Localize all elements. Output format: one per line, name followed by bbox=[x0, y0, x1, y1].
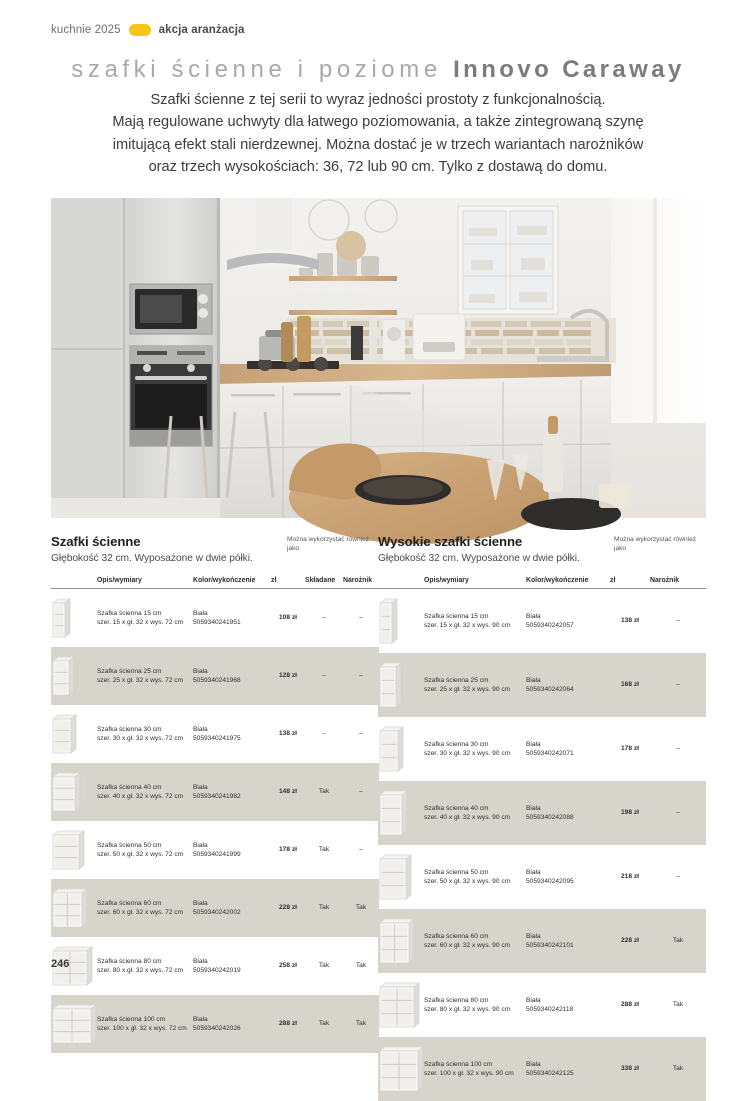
cell-description bbox=[97, 647, 193, 705]
product-dimensions: szer. 60 x gł. 32 x wys. 90 cm bbox=[424, 942, 510, 949]
promo-label: akcja aranżacja bbox=[159, 24, 245, 36]
table-row[interactable] bbox=[378, 973, 706, 1037]
cell-description bbox=[97, 937, 193, 995]
cell-color bbox=[193, 647, 271, 705]
cell-corner: – bbox=[650, 781, 706, 845]
col-corner: Narożnik bbox=[343, 577, 379, 589]
cell-thumbnail bbox=[51, 647, 97, 705]
product-gtin: 5059340241982 bbox=[193, 792, 271, 801]
product-color: Biała bbox=[526, 869, 541, 876]
table-row[interactable] bbox=[51, 589, 379, 648]
intro-line-2: Mają regulowane uchwyty dla łatwego poziomowania, a także zintegrowaną szynę bbox=[60, 111, 696, 133]
product-thumbnail-icon bbox=[51, 771, 82, 813]
product-dimensions: szer. 15 x gł. 32 x wys. 72 cm bbox=[97, 619, 183, 626]
col-color: Kolor/wykończenie bbox=[526, 577, 610, 589]
product-dimensions: szer. 15 x gł. 32 x wys. 90 cm bbox=[424, 622, 510, 629]
product-dimensions: szer. 40 x gł. 32 x wys. 72 cm bbox=[97, 793, 183, 800]
cell-price: 338 zł bbox=[610, 1037, 650, 1101]
product-color: Biała bbox=[193, 784, 208, 791]
cell-price: 178 zł bbox=[610, 717, 650, 781]
block-title: Wysokie szafki ścienne bbox=[378, 534, 706, 549]
cell-corner: Tak bbox=[343, 879, 379, 937]
product-thumbnail-icon bbox=[51, 829, 86, 871]
cell-thumbnail bbox=[378, 973, 424, 1037]
cell-thumbnail bbox=[378, 845, 424, 909]
product-gtin: 5059340242101 bbox=[526, 941, 610, 950]
product-dimensions: szer. 50 x gł. 32 x wys. 90 cm bbox=[424, 878, 510, 885]
product-color: Biała bbox=[193, 668, 208, 675]
product-color: Biała bbox=[526, 677, 541, 684]
catalog-name: kuchnie 2025 bbox=[51, 24, 121, 36]
product-gtin: 5059340242064 bbox=[526, 685, 610, 694]
product-name: Szafka ścienna 40 cm bbox=[424, 805, 489, 812]
product-dimensions: szer. 60 x gł. 32 x wys. 72 cm bbox=[97, 909, 183, 916]
product-gtin: 5059340241968 bbox=[193, 676, 271, 685]
running-head bbox=[51, 24, 245, 36]
product-color: Biała bbox=[193, 958, 208, 965]
cell-thumbnail bbox=[378, 781, 424, 845]
table-body bbox=[378, 589, 706, 1101]
cell-price: 198 zł bbox=[610, 781, 650, 845]
cell-folding: Tak bbox=[305, 821, 343, 879]
cell-corner: Tak bbox=[650, 1037, 706, 1101]
product-gtin: 5059340241999 bbox=[193, 850, 271, 859]
product-name: Szafka ścienna 30 cm bbox=[97, 726, 162, 733]
product-dimensions: szer. 25 x gł. 32 x wys. 90 cm bbox=[424, 686, 510, 693]
product-dimensions: szer. 100 x gł. 32 x wys. 90 cm bbox=[424, 1070, 514, 1077]
product-dimensions: szer. 40 x gł. 32 x wys. 90 cm bbox=[424, 814, 510, 821]
cell-thumbnail bbox=[378, 1037, 424, 1101]
product-name: Szafka ścienna 80 cm bbox=[424, 997, 489, 1004]
product-gtin: 5059340242057 bbox=[526, 621, 610, 630]
cell-color bbox=[526, 717, 610, 781]
page-title-brand: Innovo Caraway bbox=[453, 56, 685, 83]
cell-description bbox=[97, 705, 193, 763]
product-name: Szafka ścienna 60 cm bbox=[424, 933, 489, 940]
product-dimensions: szer. 30 x gł. 32 x wys. 72 cm bbox=[97, 735, 183, 742]
intro-line-1: Szafki ścienne z tej serii to wyraz jedności prostoty z funkcjonalnością. bbox=[60, 89, 696, 111]
cell-folding: Tak bbox=[305, 937, 343, 995]
product-dimensions: szer. 25 x gł. 32 x wys. 72 cm bbox=[97, 677, 183, 684]
page-title-prefix: szafki ścienne i poziome bbox=[71, 56, 442, 83]
product-table-tall-wall-cabinets bbox=[378, 577, 706, 1101]
product-color: Biała bbox=[526, 613, 541, 620]
product-gtin: 5059340242125 bbox=[526, 1069, 610, 1078]
page-title bbox=[0, 56, 756, 84]
block-subtitle: Głębokość 32 cm. Wyposażone w dwie półki. bbox=[51, 553, 379, 564]
table-header-row bbox=[378, 577, 706, 589]
cell-folding: Tak bbox=[305, 879, 343, 937]
cell-corner: Tak bbox=[650, 973, 706, 1037]
product-gtin: 5059340242026 bbox=[193, 1024, 271, 1033]
cell-price: 258 zł bbox=[271, 937, 305, 995]
cell-price: 138 zł bbox=[271, 705, 305, 763]
col-thumb bbox=[378, 577, 424, 589]
cell-description bbox=[424, 781, 526, 845]
table-row[interactable] bbox=[378, 589, 706, 654]
cell-description bbox=[97, 995, 193, 1053]
product-color: Biała bbox=[193, 900, 208, 907]
cell-color bbox=[193, 821, 271, 879]
product-gtin: 5059340242095 bbox=[526, 877, 610, 886]
intro-line-3: imitującą efekt stali nierdzewnej. Można dostać je w trzech wariantach narożników bbox=[60, 134, 696, 156]
product-name: Szafka ścienna 100 cm bbox=[97, 1016, 165, 1023]
product-gtin: 5059340242118 bbox=[526, 1005, 610, 1014]
page-number: 246 bbox=[51, 958, 69, 970]
cell-description bbox=[97, 821, 193, 879]
cell-price: 288 zł bbox=[271, 995, 305, 1053]
table-row[interactable] bbox=[51, 937, 379, 995]
cell-description bbox=[424, 909, 526, 973]
product-thumbnail-icon bbox=[378, 789, 409, 837]
cell-color bbox=[526, 653, 610, 717]
product-thumbnail-icon bbox=[51, 887, 89, 929]
table-row[interactable] bbox=[51, 995, 379, 1053]
cell-thumbnail bbox=[51, 821, 97, 879]
table-row[interactable] bbox=[378, 909, 706, 973]
product-name: Szafka ścienna 80 cm bbox=[97, 958, 162, 965]
cell-corner: – bbox=[343, 589, 379, 648]
product-block-tall-wall-cabinets bbox=[378, 534, 706, 1101]
product-name: Szafka ścienna 15 cm bbox=[424, 613, 489, 620]
block-subtitle: Głębokość 32 cm. Wyposażone w dwie półki. bbox=[378, 553, 706, 564]
block-title: Szafki ścienne bbox=[51, 534, 379, 549]
intro-paragraph bbox=[60, 89, 696, 179]
cell-corner: – bbox=[343, 821, 379, 879]
product-thumbnail-icon bbox=[378, 1045, 425, 1093]
cell-corner: – bbox=[650, 845, 706, 909]
cell-description bbox=[424, 845, 526, 909]
cell-thumbnail bbox=[51, 995, 97, 1053]
cell-price: 128 zł bbox=[271, 647, 305, 705]
cell-price: 148 zł bbox=[271, 763, 305, 821]
cell-folding: – bbox=[305, 589, 343, 648]
cell-thumbnail bbox=[51, 705, 97, 763]
product-thumbnail-icon bbox=[51, 713, 78, 755]
product-color: Biała bbox=[193, 842, 208, 849]
col-price: zł bbox=[271, 577, 305, 589]
product-gtin: 5059340242071 bbox=[526, 749, 610, 758]
cell-price: 288 zł bbox=[610, 973, 650, 1037]
product-thumbnail-icon bbox=[378, 853, 413, 901]
cell-thumbnail bbox=[378, 653, 424, 717]
product-color: Biała bbox=[193, 610, 208, 617]
col-price: zł bbox=[610, 577, 650, 589]
product-gtin: 5059340241951 bbox=[193, 618, 271, 627]
col-thumb bbox=[51, 577, 97, 589]
cell-thumbnail bbox=[378, 589, 424, 654]
product-table-wall-cabinets bbox=[51, 577, 379, 1053]
product-color: Biała bbox=[193, 726, 208, 733]
cell-thumbnail bbox=[378, 717, 424, 781]
table-header-row bbox=[51, 577, 379, 589]
cell-color bbox=[193, 705, 271, 763]
cell-folding: Tak bbox=[305, 763, 343, 821]
cell-description bbox=[424, 717, 526, 781]
hero-kitchen-photo bbox=[51, 198, 706, 518]
cell-color bbox=[193, 589, 271, 648]
cell-description bbox=[97, 763, 193, 821]
col-desc: Opis/wymiary bbox=[97, 577, 193, 589]
hero-illustration bbox=[51, 198, 706, 518]
product-color: Biała bbox=[193, 1016, 208, 1023]
cell-price: 168 zł bbox=[610, 653, 650, 717]
table-row[interactable] bbox=[51, 821, 379, 879]
product-color: Biała bbox=[526, 1061, 541, 1068]
col-folding: Składane bbox=[305, 577, 343, 589]
table-row[interactable] bbox=[51, 647, 379, 705]
product-dimensions: szer. 80 x gł. 32 x wys. 90 cm bbox=[424, 1006, 510, 1013]
cell-thumbnail bbox=[378, 909, 424, 973]
cell-price: 228 zł bbox=[271, 879, 305, 937]
product-name: Szafka ścienna 15 cm bbox=[97, 610, 162, 617]
product-thumbnail-icon bbox=[51, 597, 72, 639]
cell-thumbnail bbox=[51, 879, 97, 937]
product-name: Szafka ścienna 25 cm bbox=[424, 677, 489, 684]
product-block-wall-cabinets bbox=[51, 534, 379, 1053]
cell-corner: – bbox=[650, 653, 706, 717]
cell-price: 218 zł bbox=[610, 845, 650, 909]
product-color: Biała bbox=[526, 997, 541, 1004]
table-row[interactable] bbox=[51, 705, 379, 763]
product-name: Szafka ścienna 50 cm bbox=[424, 869, 489, 876]
product-gtin: 5059340241975 bbox=[193, 734, 271, 743]
cell-description bbox=[424, 973, 526, 1037]
cell-price: 108 zł bbox=[271, 589, 305, 648]
cell-color bbox=[526, 1037, 610, 1101]
cell-price: 138 zł bbox=[610, 589, 650, 654]
cell-color bbox=[526, 845, 610, 909]
cell-corner: – bbox=[343, 763, 379, 821]
cell-corner: Tak bbox=[343, 937, 379, 995]
cell-color bbox=[193, 937, 271, 995]
cell-thumbnail bbox=[51, 589, 97, 648]
product-gtin: 5059340242088 bbox=[526, 813, 610, 822]
cell-description bbox=[424, 653, 526, 717]
cell-description bbox=[424, 1037, 526, 1101]
product-name: Szafka ścienna 40 cm bbox=[97, 784, 162, 791]
product-thumbnail-icon bbox=[378, 661, 403, 709]
product-name: Szafka ścienna 60 cm bbox=[97, 900, 162, 907]
product-dimensions: szer. 30 x gł. 32 x wys. 90 cm bbox=[424, 750, 510, 757]
product-thumbnail-icon bbox=[378, 725, 405, 773]
cell-corner: – bbox=[343, 647, 379, 705]
cell-description bbox=[424, 589, 526, 654]
col-corner: Narożnik bbox=[650, 577, 706, 589]
col-desc: Opis/wymiary bbox=[424, 577, 526, 589]
product-color: Biała bbox=[526, 741, 541, 748]
cell-color bbox=[193, 879, 271, 937]
cell-color bbox=[526, 909, 610, 973]
product-dimensions: szer. 80 x gł. 32 x wys. 72 cm bbox=[97, 967, 183, 974]
cell-corner: – bbox=[650, 589, 706, 654]
cell-price: 178 zł bbox=[271, 821, 305, 879]
promo-badge-icon bbox=[129, 24, 151, 36]
block-usage-note: Można wykorzystać również jako bbox=[287, 536, 379, 553]
product-color: Biała bbox=[526, 805, 541, 812]
cell-color bbox=[526, 781, 610, 845]
cell-corner: Tak bbox=[343, 995, 379, 1053]
block-usage-note: Można wykorzystać również jako bbox=[614, 536, 706, 553]
product-thumbnail-icon bbox=[378, 981, 421, 1029]
table-row[interactable] bbox=[378, 781, 706, 845]
table-row[interactable] bbox=[378, 845, 706, 909]
cell-description bbox=[97, 879, 193, 937]
product-thumbnail-icon bbox=[51, 1003, 98, 1045]
cell-corner: Tak bbox=[650, 909, 706, 973]
table-row[interactable] bbox=[51, 879, 379, 937]
product-thumbnail-icon bbox=[378, 597, 399, 645]
cell-color bbox=[193, 763, 271, 821]
cell-color bbox=[526, 973, 610, 1037]
cell-folding: – bbox=[305, 705, 343, 763]
cell-folding: – bbox=[305, 647, 343, 705]
table-row[interactable] bbox=[51, 763, 379, 821]
cell-corner: – bbox=[650, 717, 706, 781]
product-thumbnail-icon bbox=[51, 655, 76, 697]
product-gtin: 5059340242019 bbox=[193, 966, 271, 975]
product-dimensions: szer. 100 x gł. 32 x wys. 72 cm bbox=[97, 1025, 187, 1032]
cell-price: 228 zł bbox=[610, 909, 650, 973]
product-name: Szafka ścienna 100 cm bbox=[424, 1061, 492, 1068]
col-color: Kolor/wykończenie bbox=[193, 577, 271, 589]
product-name: Szafka ścienna 25 cm bbox=[97, 668, 162, 675]
cell-color bbox=[193, 995, 271, 1053]
product-color: Biała bbox=[526, 933, 541, 940]
cell-corner: – bbox=[343, 705, 379, 763]
cell-folding: Tak bbox=[305, 995, 343, 1053]
table-row[interactable] bbox=[378, 1037, 706, 1101]
table-body bbox=[51, 589, 379, 1054]
product-thumbnail-icon bbox=[378, 917, 416, 965]
intro-line-4: oraz trzech wysokościach: 36, 72 lub 90 cm. Tylko z dostawą do domu. bbox=[60, 156, 696, 178]
cell-thumbnail bbox=[51, 763, 97, 821]
product-name: Szafka ścienna 50 cm bbox=[97, 842, 162, 849]
product-gtin: 5059340242002 bbox=[193, 908, 271, 917]
product-name: Szafka ścienna 30 cm bbox=[424, 741, 489, 748]
cell-color bbox=[526, 589, 610, 654]
product-dimensions: szer. 50 x gł. 32 x wys. 72 cm bbox=[97, 851, 183, 858]
table-row[interactable] bbox=[378, 653, 706, 717]
table-row[interactable] bbox=[378, 717, 706, 781]
cell-description bbox=[97, 589, 193, 648]
